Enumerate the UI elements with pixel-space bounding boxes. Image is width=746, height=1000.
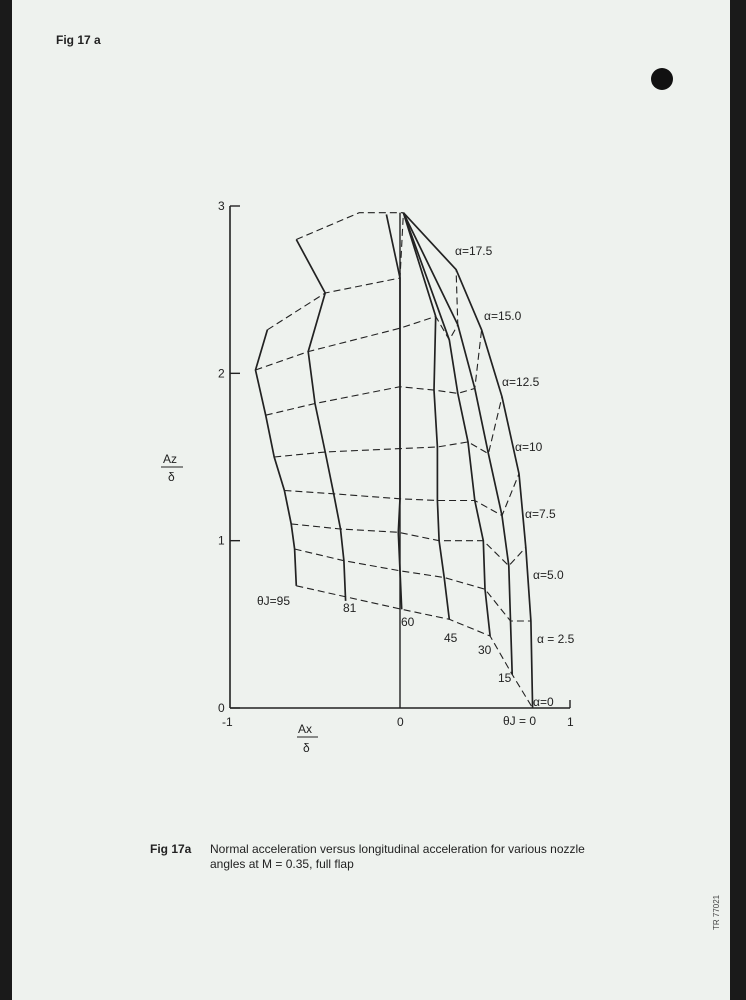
alpha-line-7-5 <box>284 474 519 516</box>
alpha-line-10 <box>274 397 502 457</box>
x-tick-label-1: 0 <box>397 715 404 729</box>
chart-lines <box>256 213 533 708</box>
y-axis-label-num: Az <box>163 452 178 466</box>
alpha-line-15 <box>256 270 458 370</box>
theta-line-30 <box>403 213 490 636</box>
x-axis-label-den: δ <box>303 741 310 755</box>
figure-label: Fig 17 a <box>56 33 101 47</box>
x-tick-label-0: -1 <box>222 715 233 729</box>
theta-label-0: θJ = 0 <box>503 714 537 728</box>
y-tick-label-2: 2 <box>218 366 225 381</box>
alpha-line-17-5 <box>267 213 403 330</box>
y-tick-label-0: 0 <box>218 701 225 715</box>
alpha-label-0: α=0 <box>533 695 554 709</box>
theta-line-45 <box>403 213 449 620</box>
theta-label-45: 45 <box>444 631 458 645</box>
caption-number: Fig 17a <box>150 842 192 856</box>
alpha-label-10: α=10 <box>515 440 543 454</box>
x-tick-label-2: 1 <box>567 715 574 729</box>
theta-label-30: 30 <box>478 643 492 657</box>
theta-label-95: θJ=95 <box>257 594 291 608</box>
theta-line-81 <box>296 240 345 601</box>
alpha-label-2-5: α = 2.5 <box>537 632 575 646</box>
y-tick-label-3: 3 <box>218 199 225 213</box>
alpha-label-12-5: α=12.5 <box>502 375 540 389</box>
alpha-label-5: α=5.0 <box>533 568 564 582</box>
chart-axes <box>218 199 574 729</box>
chart-labels <box>161 244 575 755</box>
alpha-label-17-5: α=17.5 <box>455 244 493 258</box>
x-axis-label-num: Ax <box>298 722 313 736</box>
theta-line-15 <box>403 213 512 675</box>
theta-label-60: 60 <box>401 615 415 629</box>
alpha-label-7-5: α=7.5 <box>525 507 556 521</box>
alpha-label-15: α=15.0 <box>484 309 522 323</box>
theta-label-81: 81 <box>343 601 357 615</box>
reference-code: TR 77021 <box>712 894 721 930</box>
y-axis-label-den: δ <box>168 470 175 484</box>
theta-label-15: 15 <box>498 671 512 685</box>
alpha-line-2-5 <box>295 549 531 621</box>
alpha-line-5 <box>291 524 526 566</box>
caption-text: Normal acceleration versus longitudinal acceleration for various nozzle angles at M = 0.35, full flap <box>210 842 585 871</box>
theta-line-0 <box>403 213 532 708</box>
y-tick-label-1: 1 <box>218 533 225 548</box>
